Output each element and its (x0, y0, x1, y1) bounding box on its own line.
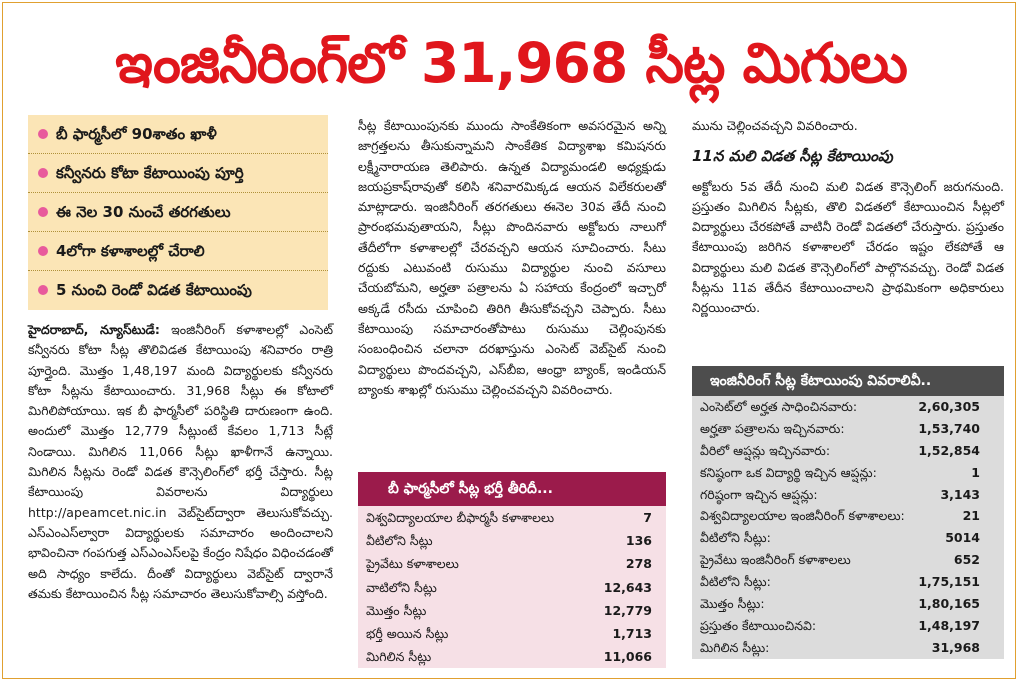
body-text: ఇంజినీరింగ్‌ కళాశాలల్లో ఎంసెట్‌ కన్వీనరు కోటా సీట్ల తొలివిడత కేటాయింపు శనివారం రాత్రి పూర్తైంది. మొత్తం 1,48,197 మంది విద్యార్థులకు కన్వీనరు కోటా సీట్లను కేటాయించారు. 31,968 సీట్లు ఈ కోటాలో మిగిలిపోయాయి. ఇక బీ ఫార్మసీలో పరిస్థితి దారుణంగా ఉంది. అందులో మొత్తం 12,779 సీట్లుంటే కేవలం 1,713 సీట్లే నిండాయి. మిగిలిన 11,066 సీట్లు ఖాళీగానే ఉన్నాయి. మిగిలిన సీట్లను రెండో విడత కౌన్సెలింగ్‌లో భర్తీ చేస్తారు. సీట్ల కేటాయింపు వివరాలను విద్యార్థులు http://apeamcet.nic.in వెబ్‌సైట్‌ద్వారా తెలుసుకోవచ్చు. ఎస్ఎంఎస్‌ల్వారా విద్యార్థులకు సమాచారం అందించాలని భావించినా గంపగుత్త ఎస్ఎంఎస్‌లపై కేంద్రం నిషేధం విధించడంతో అది సాధ్యం కాలేదు. దీంతో విద్యార్థులు వెబ్‌సైట్‌ ద్వారానే తమకు కేటాయించిన సీట్ల సమాచారం తెలుసుకోవాల్సి వస్తోంది. (28, 322, 333, 601)
table-row (692, 637, 1004, 659)
table-row (358, 622, 666, 645)
table-row (692, 593, 1004, 615)
dateline: హైదరాబాద్‌, న్యూస్‌టుడే: (28, 322, 160, 337)
highlight-text: 5 నుంచి రెండో విడత కేటాయింపు (56, 281, 252, 299)
article-paragraph: అక్టోబరు 5వ తేదీ నుంచి మలి విడత కౌన్సెలింగ్‌ జరుగనుంది. ప్రస్తుతం మిగిలిన సీట్లకు, తొలి విడతలో కేటాయించిన సీట్లలో విద్యార్థులు చేరకపోతే వాటినీ రెండో విడతలో చేరుస్తారు. ప్రస్తుతం కేటాయింపు జరిగిన కళాశాలలో చేరడం ఇష్టం లేకపోతే ఆ విద్యార్థులు మలి విడత కౌన్సెలింగ్‌లో పాల్గొనవచ్చు. రెండో విడత సీట్లను 11వ తేదీన కేటాయించాలని ప్రాథమికంగా అధికారులు నిర్ణయించారు. (692, 178, 1004, 316)
bpharmacy-table-title: బీ ఫార్మసీలో సీట్ల భర్తీ తీరిదీ... (358, 472, 666, 506)
subheading: 11న మలి విడత సీట్ల కేటాయింపు (692, 147, 893, 166)
table-row (692, 549, 1004, 571)
headline: ఇంజినీరింగ్‌లో 31,968 సీట్ల మిగులు (115, 31, 907, 95)
highlight-item (28, 115, 328, 154)
row-value: 1,52,854 (918, 442, 980, 458)
highlight-text: ఈ నెల 30 నుంచే తరగతులు (56, 203, 231, 221)
table-row (358, 529, 666, 552)
row-label: గరిష్ఠంగా ఇచ్చిన ఆప్షన్లు: (700, 486, 818, 502)
table-row (692, 527, 1004, 549)
highlights-box (28, 115, 328, 310)
row-label: ఎంసెట్‌లో అర్హత సాధించినవారు: (700, 399, 858, 414)
highlight-text: 4లోగా కళాశాలల్లో చేరాలి (56, 242, 205, 260)
row-value: 11,066 (603, 649, 652, 665)
highlight-text: కన్వీనరు కోటా కేటాయింపు పూర్తి (56, 164, 244, 182)
bpharmacy-table (358, 472, 666, 668)
row-label: ప్రైవేటు కళాశాలలు (366, 556, 459, 572)
column-1 (28, 320, 333, 604)
highlight-item (28, 271, 328, 309)
bpharmacy-table-body (358, 506, 666, 668)
row-label: అర్హతా పత్రాలను ఇచ్చినవారు: (700, 420, 845, 436)
bullet-icon (38, 285, 48, 295)
row-value: 1,53,740 (918, 420, 980, 436)
row-value: 5014 (945, 530, 980, 546)
row-label: విశ్వవిద్యాలయాల బీఫార్మసీ కళాశాలలు (366, 510, 555, 525)
row-label: వీటిలోని సీట్లు: (700, 574, 771, 590)
table-row (358, 506, 666, 529)
row-label: వీటిలోని సీట్లు (366, 533, 433, 549)
bullet-icon (38, 168, 48, 178)
table-row (692, 484, 1004, 506)
bullet-icon (38, 129, 48, 139)
highlight-text: బీ ఫార్మసీలో 90శాతం ఖాళీ (56, 125, 217, 143)
table-row (358, 552, 666, 575)
highlight-item (28, 193, 328, 232)
row-label: మొత్తం సీట్లు: (700, 596, 765, 612)
table-row (692, 505, 1004, 527)
row-value: 21 (962, 508, 980, 524)
row-label: ప్రస్తుతం కేటాయించినవి: (700, 617, 817, 633)
table-row (692, 396, 1004, 418)
bullet-icon (38, 246, 48, 256)
engineering-table-body (692, 396, 1004, 659)
table-row (358, 576, 666, 599)
row-value: 1 (971, 464, 980, 480)
row-label: వాటిలోని సీట్లు (366, 579, 437, 595)
row-label: మిగిలిన సీట్లు: (700, 639, 770, 655)
highlight-item (28, 232, 328, 271)
row-value: 278 (625, 556, 652, 572)
bullet-icon (38, 207, 48, 217)
row-value: 12,643 (603, 579, 652, 595)
row-value: 3,143 (940, 486, 980, 502)
column-2 (358, 116, 666, 665)
row-label: మిగిలిన సీట్లు (366, 649, 432, 665)
row-value: 12,779 (603, 602, 652, 618)
row-value: 31,968 (931, 639, 980, 655)
column-3 (692, 116, 1004, 655)
row-value: 136 (625, 533, 652, 549)
row-label: ప్రైవేటు ఇంజినీరింగ్‌ కళాశాలలు (700, 552, 851, 568)
table-row (358, 599, 666, 622)
row-value: 652 (953, 552, 980, 568)
row-value: 7 (643, 510, 652, 525)
table-row (358, 645, 666, 668)
engineering-table-title: ఇంజినీరింగ్‌ సీట్ల కేటాయింపు వివరాలివీ.. (692, 366, 1004, 396)
row-label: కనిష్ఠంగా ఒక విద్యార్థి ఇచ్చిన ఆప్షన్లు: (700, 464, 877, 480)
row-value: 2,60,305 (918, 399, 980, 414)
highlight-item (28, 154, 328, 193)
article-paragraph: మును చెల్లించవచ్చని వివరించారు. (692, 118, 858, 133)
article-paragraph: సీట్ల కేటాయింపునకు ముందు సాంకేతికంగా అవసరమైన అన్ని జాగ్రత్తలను తీసుకున్నామని సాంకేతిక విద్యాశాఖ కమిషనరు లక్ష్మీనారాయణ తెలిపారు. ఉన్నత విద్యామండలి అధ్యక్షుడు జయప్రకాష్‌రావుతో కలిసి శనివారమిక్కడ ఆయన విలేకరులతో మాట్లాడారు. ఇంజినీరింగ్‌ తరగతులు ఈనెల 30వ తేదీ నుంచి ప్రారంభమవుతాయని, సీట్లు పొందినవారు అక్టోబరు నాలుగో తేదీలోగా కళాశాలల్లో చేరవచ్చని ఆయన సూచించారు. సీటు రద్దుకు ఎటువంటి రుసుము విద్యార్థుల నుంచి వసూలు చేయబోమని, అర్హతా పత్రాలను ఏ సహాయ కేంద్రంలో ఇచ్చారో అక్కడే రసీదు చూపించి తిరిగి తీసుకోవచ్చని చెప్పారు. సీటు కేటాయింపు సమాచారంతోపాటు రుసుము చెల్లింపునకు సంబంధించిన చలానా దరఖాస్తును ఎంసెట్‌ వెబ్‌సైట్‌ నుంచి విద్యార్థులు పొందవచ్చని, ఎస్‌బీఐ, ఆంధ్రా బ్యాంక్‌, ఇండియన్‌ బ్యాంకు శాఖల్లో రుసుము చెల్లించవచ్చని వివరించారు. (358, 118, 666, 397)
row-value: 1,75,151 (918, 574, 980, 590)
row-label: వీటిలోని సీట్లు: (700, 530, 771, 546)
row-value: 1,48,197 (918, 617, 980, 633)
row-value: 1,80,165 (918, 596, 980, 612)
engineering-table (692, 366, 1004, 659)
row-label: వీరిలో ఆప్షన్లు ఇచ్చినవారు: (700, 442, 831, 458)
table-row (692, 418, 1004, 440)
row-label: మొత్తం సీట్లు (366, 602, 427, 618)
table-row (692, 440, 1004, 462)
table-row (692, 615, 1004, 637)
row-value: 1,713 (612, 625, 652, 641)
article-paragraph (28, 320, 333, 604)
row-label: విశ్వవిద్యాలయాల ఇంజినీరింగ్‌ కళాశాలలు: (700, 508, 905, 524)
table-row (692, 462, 1004, 484)
table-row (692, 571, 1004, 593)
row-label: భర్తీ అయిన సీట్లు (366, 625, 449, 641)
